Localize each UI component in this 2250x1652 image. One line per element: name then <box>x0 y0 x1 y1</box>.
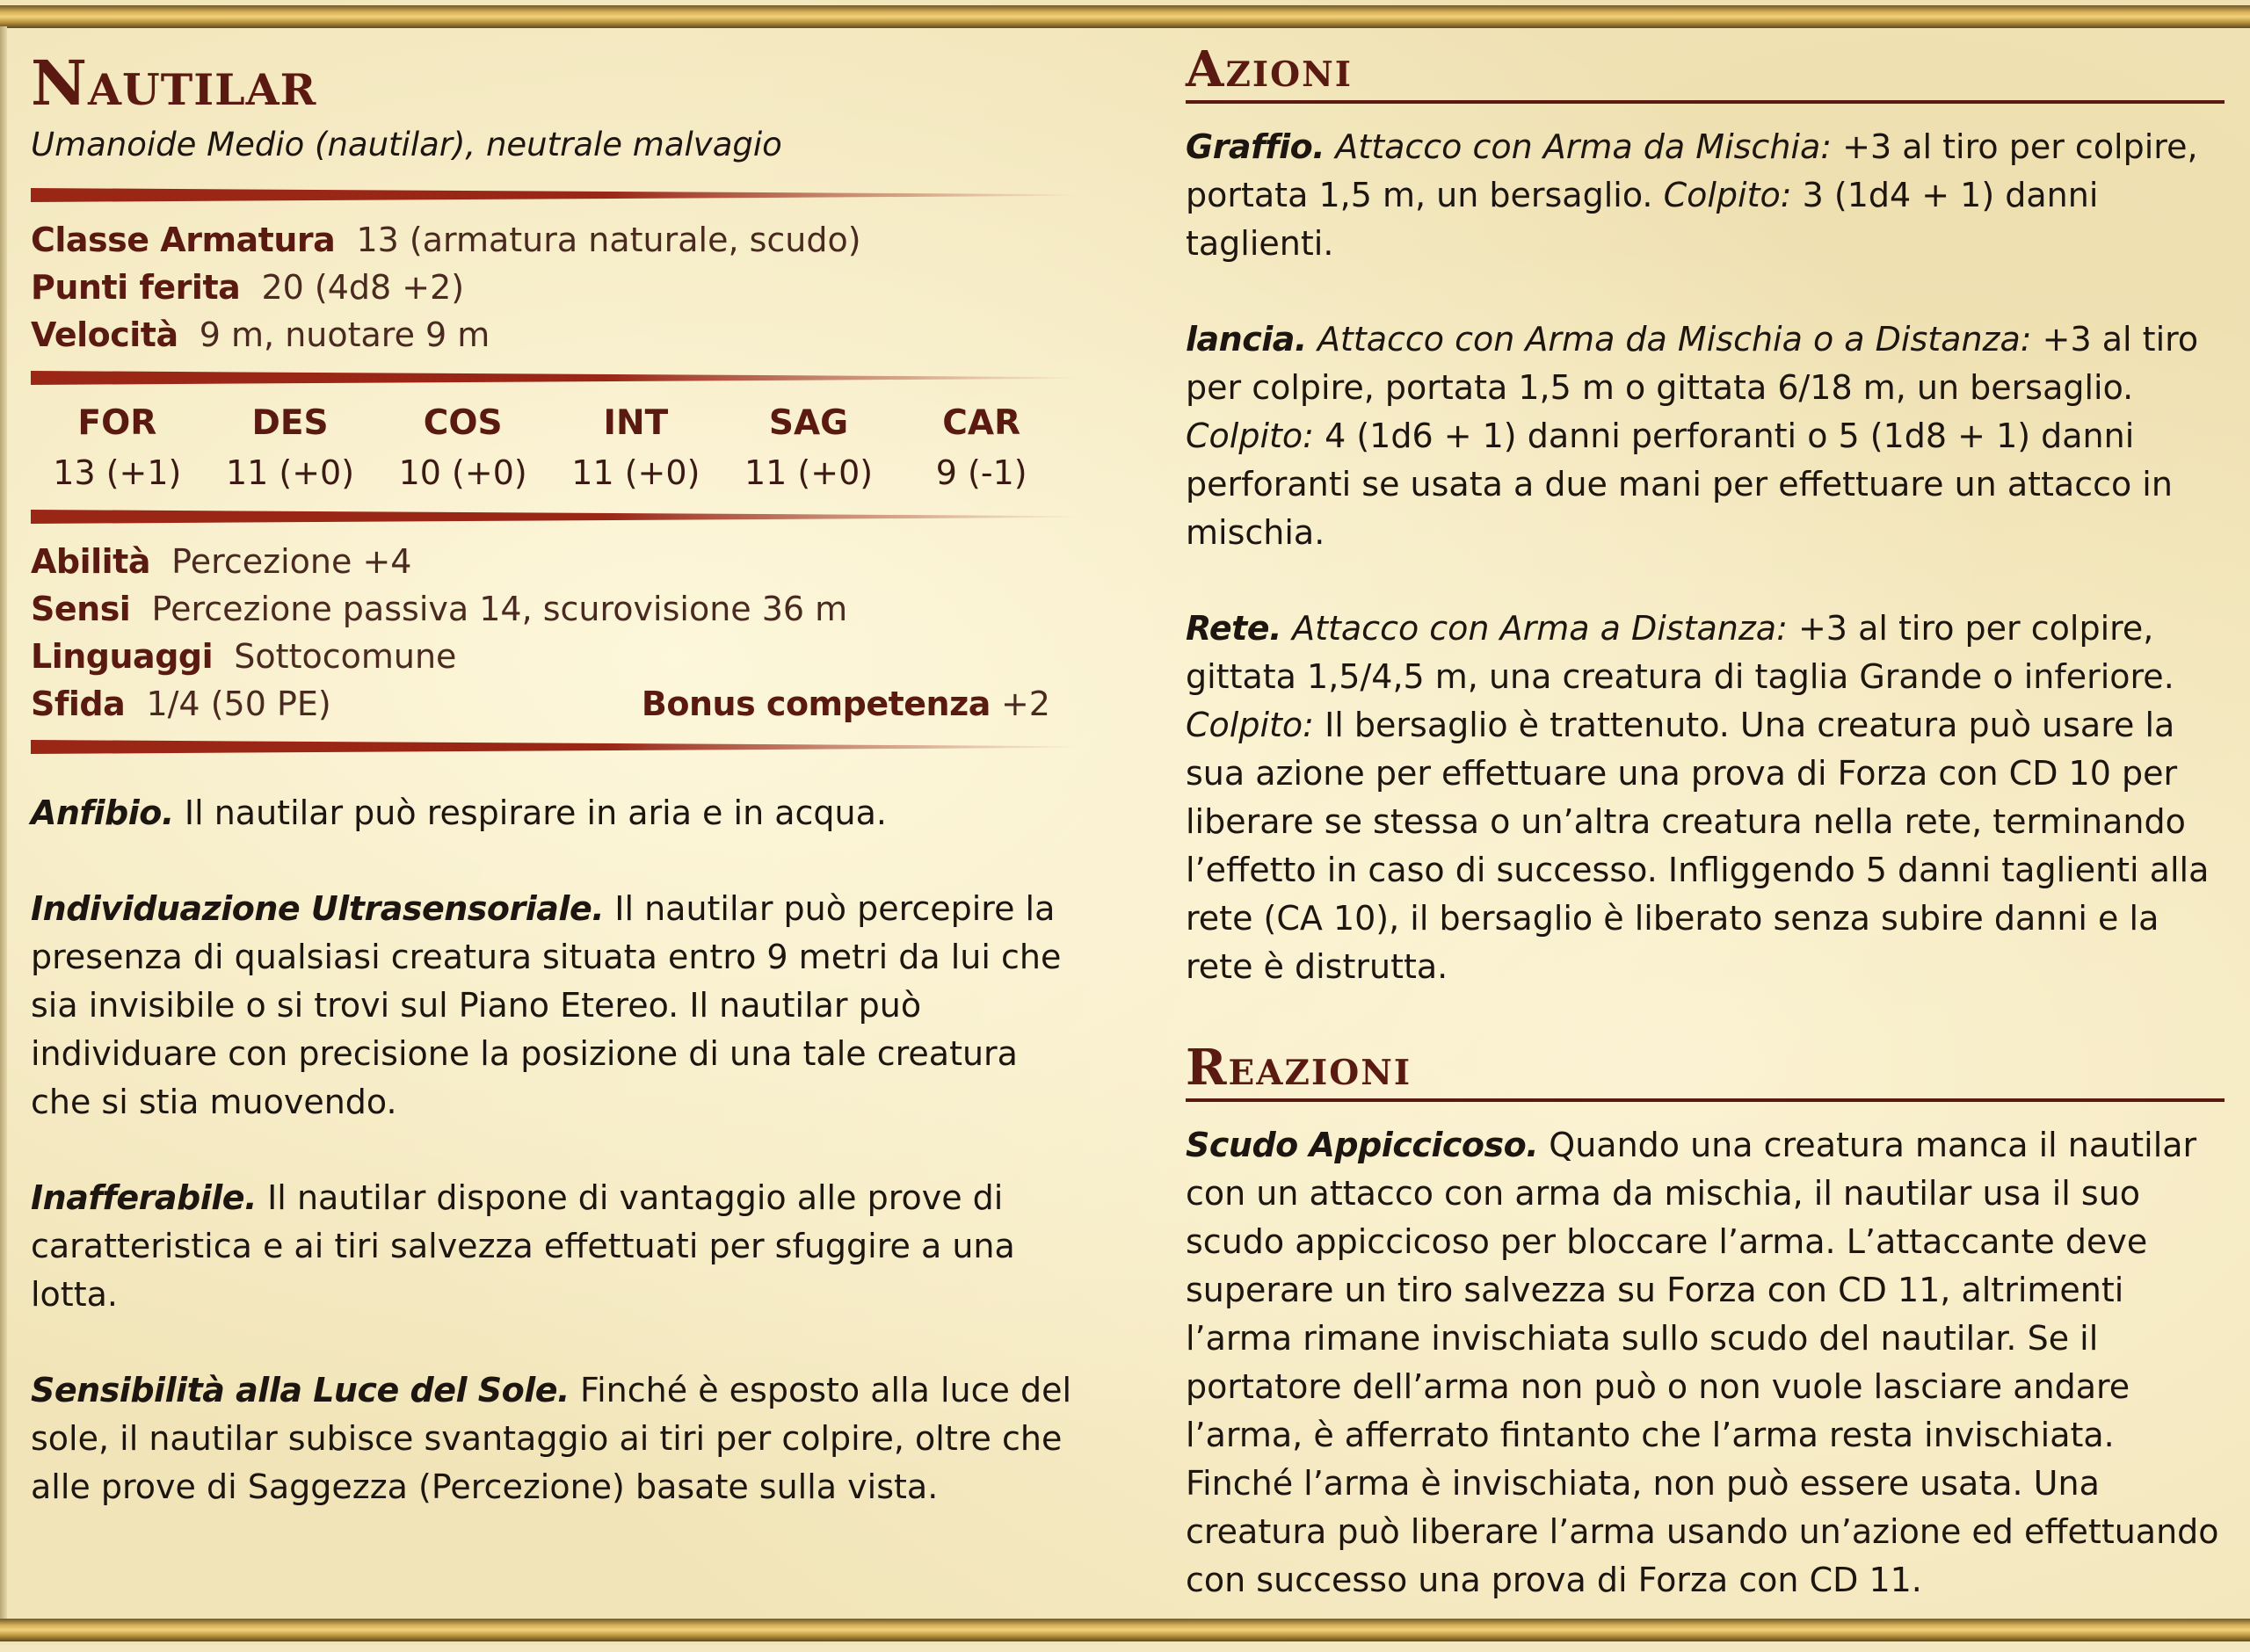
ability-sag <box>722 399 896 497</box>
trait-text: Finché è esposto alla luce del sole, il nautilar subisce svantaggio ai tiri per colpire, oltre che alle prove di Saggezza (Percezione) basate sulla vista. <box>31 1371 1072 1506</box>
monster-name: Nautilar <box>31 47 317 120</box>
divider-rule <box>31 740 1077 754</box>
ability-value: 11 (+0) <box>744 453 874 492</box>
ability-car <box>895 399 1068 497</box>
action-attack-type: Attacco con Arma da Mischia o a Distanza: <box>1306 320 2032 359</box>
ability-name: FOR <box>77 403 157 443</box>
speed-label: Velocità <box>31 315 178 354</box>
ability-name: COS <box>423 403 503 443</box>
ability-for <box>31 399 204 497</box>
actions-heading: Azioni <box>1186 40 2225 104</box>
action-text: +3 al tiro per colpire, gittata 1,5/4,5 m, una creatura di taglia Grande o inferiore. <box>1186 609 2174 696</box>
reaction-text: Quando una creatura manca il nautilar con un attacco con arma da mischia, il nautilar usa il suo scudo appiccicoso per bloccare l’arma. L’attaccante deve superare un tiro salvezza su Forza con CD 11, altrimenti l’arma rimane invischiata sullo scudo del nautilar. Se il portatore dell’arma non può o non vuole lasciare andare l’arma, è afferrato fintanto che l’arma resta invischiata. Finché l’arma è invischiata, non può essere usata. Una creatura può liberare l’arma usando un’azione ed effettuando con successo una prova di Forza con CD 11. <box>1186 1126 2219 1599</box>
reaction-name: Scudo Appicciсoso. <box>1186 1126 1539 1164</box>
speed <box>31 311 1077 359</box>
ability-name: INT <box>603 403 669 443</box>
ability-name: DES <box>251 403 329 443</box>
languages <box>31 633 1077 680</box>
ability-int <box>549 399 722 497</box>
action-attack-type: Attacco con Arma da Mischia: <box>1325 127 1833 166</box>
right-column <box>1186 40 2225 1652</box>
ability-value: 9 (-1) <box>935 453 1027 492</box>
action-text: +3 al tiro per colpire, portata 1,5 m, un bersaglio. <box>1186 127 2198 214</box>
ability-name: CAR <box>942 403 1021 443</box>
proficiency-bonus <box>642 680 1050 728</box>
languages-value: Sottocomune <box>234 637 457 676</box>
divider-rule <box>31 188 1077 202</box>
trait-name: Anfibio. <box>31 793 174 832</box>
skills-value: Percezione +4 <box>171 542 412 581</box>
trait-sunlight-sensitivity <box>31 1366 1077 1511</box>
action-text: +3 al tiro per colpire, portata 1,5 m o gittata 6/18 m, un bersaglio. <box>1186 320 2199 407</box>
divider-rule <box>31 371 1077 385</box>
skills-label: Abilità <box>31 542 150 581</box>
challenge <box>31 680 331 728</box>
action-name: lancia. <box>1186 320 1307 359</box>
ability-scores <box>31 399 1068 497</box>
reaction-sticky-shield <box>1186 1121 2225 1605</box>
ability-value: 13 (+1) <box>53 453 182 492</box>
trait-name: Inafferabile. <box>31 1178 258 1217</box>
reactions-heading: Reazioni <box>1186 1039 2225 1102</box>
bottom-gold-border <box>0 1619 2250 1641</box>
hit-points <box>31 264 1077 311</box>
armor-class-label: Classe Armatura <box>31 221 336 259</box>
trait-text: Il nautilar dispone di vantaggio alle prove di caratteristica e ai tiri salvezza effettuati per sfuggire a una lotta. <box>31 1178 1015 1314</box>
action-net <box>1186 605 2225 991</box>
action-hit-label: Colpito: <box>1186 706 1314 744</box>
ability-name: SAG <box>768 403 849 443</box>
speed-value: 9 m, nuotare 9 m <box>199 315 490 354</box>
trait-text: Il nautilar può respirare in aria e in acqua. <box>173 793 887 832</box>
trait-text: Il nautilar può percepire la presenza di qualsiasi creatura situata entro 9 metri da lui che sia invisibile o si trovi sul Piano Etereo. Il nautilar può individuare con precisione la posizione di una tale creatura che si stia muovendo. <box>31 889 1062 1121</box>
senses-label: Sensi <box>31 590 131 628</box>
armor-class <box>31 216 1077 264</box>
proficiency-value: +2 <box>1000 685 1050 723</box>
challenge-value: 1/4 (50 PE) <box>146 685 331 723</box>
action-name: Rete. <box>1186 609 1282 648</box>
trait-elusive <box>31 1174 1077 1319</box>
trait-ultrasensory <box>31 885 1077 1127</box>
divider-rule <box>31 510 1077 524</box>
armor-class-value: 13 (armatura naturale, scudo) <box>356 221 861 259</box>
senses-value: Percezione passiva 14, scurovisione 36 m <box>151 590 848 628</box>
left-page-edge <box>0 26 7 1620</box>
action-claw <box>1186 123 2225 268</box>
action-damage: Il bersaglio è trattenuto. Una creatura può usare la sua azione per effettuare una prova di Forza con CD 10 per liberare se stessa o un’altra creatura nella rete, terminando l’effetto in caso di successo. Infliggendo 5 danni taglienti alla rete (CA 10), il bersaglio è liberato senza subire danni e la rete è distrutta. <box>1186 706 2210 986</box>
action-name: Graffio. <box>1186 127 1325 166</box>
action-damage: 4 (1d6 + 1) danni perforanti o 5 (1d8 + 1) danni perforanti se usata a due mani per effettuare un attacco in mischia. <box>1186 417 2173 552</box>
trait-amphibious <box>31 789 1077 837</box>
ability-value: 10 (+0) <box>398 453 527 492</box>
action-damage: 3 (1d4 + 1) danni taglienti. <box>1186 176 2099 263</box>
languages-label: Linguaggi <box>31 637 214 676</box>
action-hit-label: Colpito: <box>1663 176 1792 214</box>
ability-value: 11 (+0) <box>571 453 700 492</box>
hit-points-label: Punti ferita <box>31 268 241 307</box>
left-column <box>31 44 1077 1559</box>
action-attack-type: Attacco con Arma a Distanza: <box>1281 609 1788 648</box>
action-spear <box>1186 315 2225 557</box>
ability-value: 11 (+0) <box>225 453 355 492</box>
hit-points-value: 20 (4d8 +2) <box>261 268 465 307</box>
proficiency-label: Bonus competenza <box>641 685 991 723</box>
senses <box>31 585 1077 633</box>
ability-cos <box>376 399 549 497</box>
action-hit-label: Colpito: <box>1186 417 1314 455</box>
trait-name: Sensibilità alla Luce del Sole. <box>31 1371 570 1409</box>
ability-des <box>204 399 377 497</box>
trait-name: Individuazione Ultrasensoriale. <box>31 889 605 928</box>
monster-type: Umanoide Medio (nautilar), neutrale malvagio <box>31 126 782 163</box>
skills <box>31 538 1077 585</box>
challenge-row <box>31 680 1050 728</box>
challenge-label: Sfida <box>31 685 126 723</box>
top-gold-border <box>0 5 2250 28</box>
